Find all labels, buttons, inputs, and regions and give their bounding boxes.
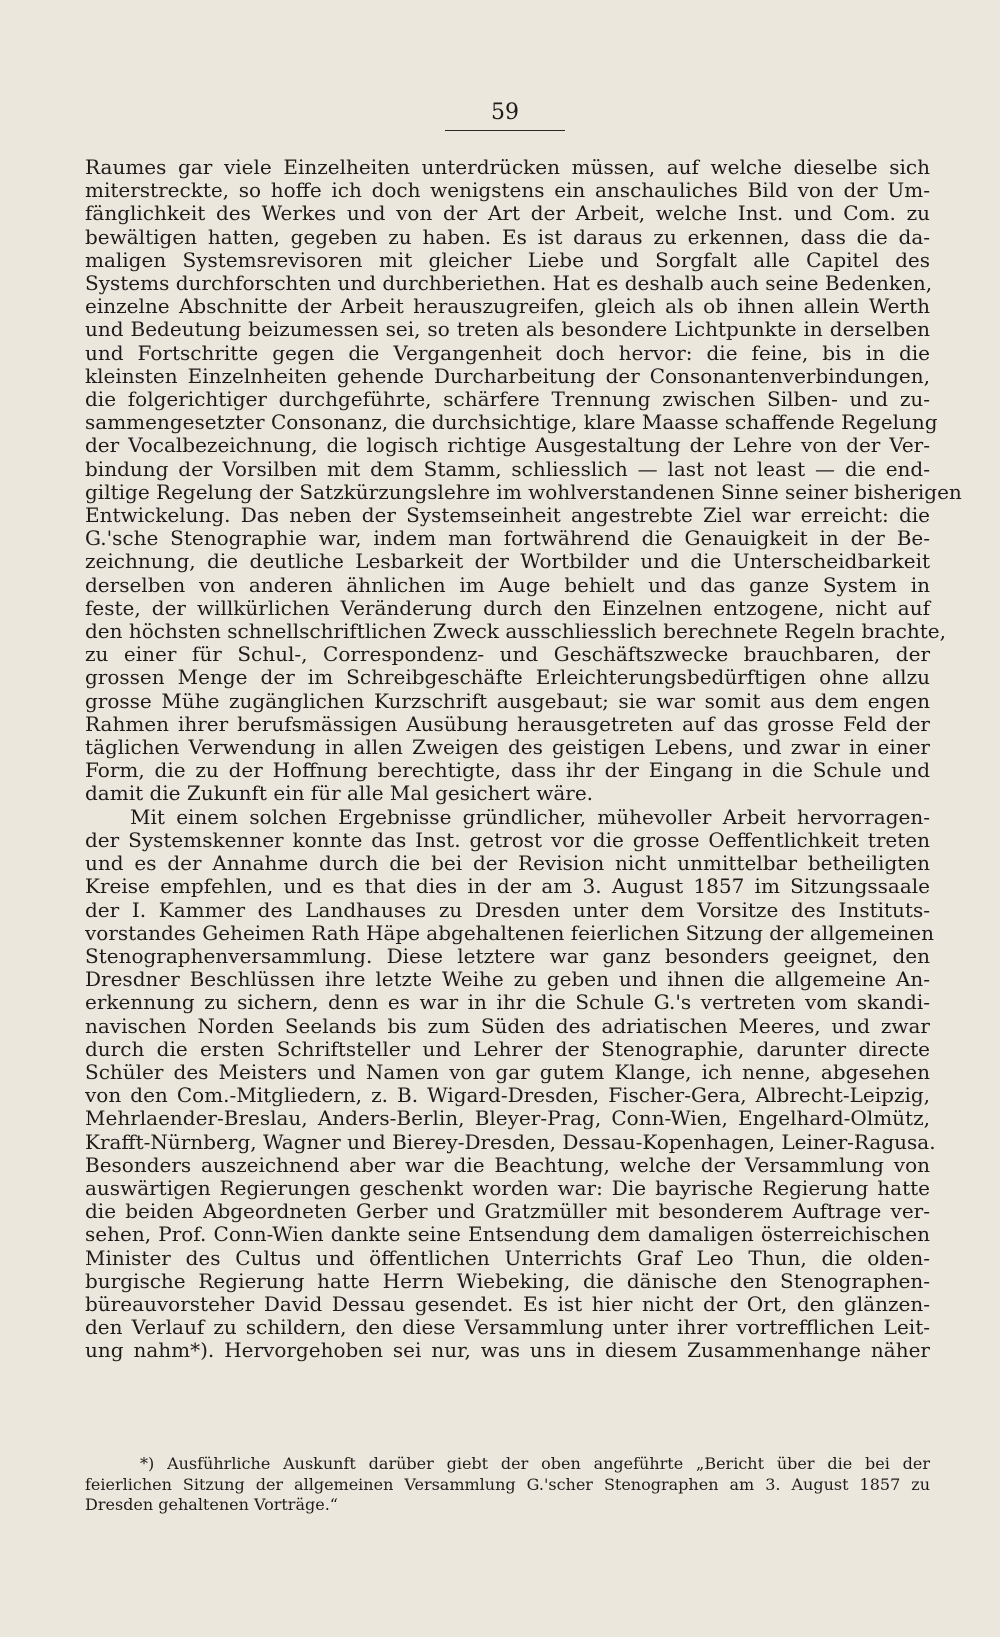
text-line: sehen, Prof. Conn-Wien dankte seine Entsendung dem damaligen österreichischen — [85, 1222, 930, 1247]
text-line: der Vocalbezeichnung, die logisch richtige Ausgestaltung der Lehre von der Ver- — [85, 433, 930, 458]
text-line: Mit einem solchen Ergebnisse gründlicher, mühevoller Arbeit hervorragen- — [130, 804, 930, 829]
text-line: den Verlauf zu schildern, den diese Versammlung unter ihrer vortrefflichen Leit- — [85, 1315, 930, 1340]
text-line: damit die Zukunft ein für alle Mal gesichert wäre. — [85, 781, 594, 806]
text-line: büreauvorsteher David Dessau gesendet. Es ist hier nicht der Ort, den glänzen- — [85, 1291, 930, 1316]
text-line: und es der Annahme durch die bei der Revision nicht unmittelbar betheiligten — [85, 851, 930, 876]
text-line: feste, der willkürlichen Veränderung durch den Einzelnen entzogene, nicht auf — [85, 595, 930, 620]
paragraph-1 — [85, 155, 962, 806]
text-line: der Systemskenner konnte das Inst. getrost vor die grosse Oeffentlichkeit treten — [85, 827, 930, 852]
text-line: und Fortschritte gegen die Vergangenheit doch hervor: die feine, bis in die — [85, 340, 930, 365]
text-line: die beiden Abgeordneten Gerber und Gratzmüller mit besonderem Auftrage ver- — [85, 1199, 930, 1224]
text-line: täglichen Verwendung in allen Zweigen des geistigen Lebens, und zwar in einer — [85, 735, 930, 760]
text-line: bindung der Vorsilben mit dem Stamm, schliesslich — last not least — die end- — [85, 456, 930, 481]
text-line: navischen Norden Seelands bis zum Süden des adriatischen Meeres, und zwar — [85, 1013, 930, 1038]
text-line: Krafft-Nürnberg, Wagner und Bierey-Dresden, Dessau-Kopenhagen, Leiner-Ragusa. — [85, 1129, 936, 1154]
text-line: Stenographenversammlung. Diese letztere war ganz besonders geeignet, den — [85, 943, 930, 968]
text-line: sammengesetzter Consonanz, die durchsichtige, klare Maasse schaffende Regelung — [85, 410, 938, 435]
text-line: durch die ersten Schriftsteller und Lehrer der Stenographie, darunter directe — [85, 1036, 930, 1061]
text-line: grosse Mühe zugänglichen Kurzschrift ausgebaut; sie war somit aus dem engen — [85, 688, 930, 713]
text-line: Raumes gar viele Einzelheiten unterdrücken müssen, auf welche dieselbe sich — [85, 155, 930, 179]
footnote-line: *) Ausführliche Auskunft darüber giebt der oben angeführte „Bericht über die bei der — [140, 1454, 930, 1473]
paragraph-2 — [85, 804, 936, 1363]
text-line: die folgerichtiger durchgeführte, schärfere Trennung zwischen Silben- und zu- — [85, 387, 930, 412]
text-line: bewältigen hatten, gegeben zu haben. Es ist daraus zu erkennen, dass die da- — [85, 224, 930, 249]
text-line: zeichnung, die deutliche Lesbarkeit der Wortbilder und die Unterscheidbarkeit — [85, 549, 930, 574]
text-line: Schüler des Meisters und Namen von gar gutem Klange, ich nenne, abgesehen — [85, 1059, 930, 1084]
footnote-line: Dresden gehaltenen Vorträge.“ — [85, 1495, 338, 1514]
footnote — [85, 1454, 930, 1516]
text-line: Mehrlaender-Breslau, Anders-Berlin, Bleyer-Prag, Conn-Wien, Engelhard-Olmütz, — [85, 1106, 930, 1131]
text-line: Minister des Cultus und öffentlichen Unterrichts Graf Leo Thun, die olden- — [85, 1245, 930, 1270]
body-text — [85, 155, 962, 1363]
text-line: den höchsten schnellschriftlichen Zweck ausschliesslich berechnete Regeln brachte, — [85, 619, 946, 644]
text-line: grossen Menge der im Schreibgeschäfte Erleichterungsbedürftigen ohne allzu — [85, 665, 930, 690]
text-line: vorstandes Geheimen Rath Häpe abgehaltenen feierlichen Sitzung der allgemeinen — [85, 920, 934, 945]
text-line: Form, die zu der Hoffnung berechtigte, dass ihr der Eingang in die Schule und — [85, 758, 930, 783]
text-line: giltige Regelung der Satzkürzungslehre im wohlverstandenen Sinne seiner bisherigen — [85, 479, 962, 504]
text-line: G.'sche Stenographie war, indem man fortwährend die Genauigkeit in der Be- — [85, 526, 930, 551]
text-line: einzelne Abschnitte der Arbeit herauszugreifen, gleich als ob ihnen allein Werth — [85, 294, 930, 319]
text-line: derselben von anderen ähnlichen im Auge behielt und das ganze System in — [85, 572, 930, 597]
text-line: und Bedeutung beizumessen sei, so treten als besondere Lichtpunkte in derselben — [85, 317, 930, 342]
page-number: 59 — [445, 100, 565, 131]
text-line: zu einer für Schul-, Correspondenz- und Geschäftszwecke brauchbaren, der — [85, 642, 930, 667]
text-line: der I. Kammer des Landhauses zu Dresden unter dem Vorsitze des Instituts- — [85, 897, 930, 922]
text-line: auswärtigen Regierungen geschenkt worden war: Die bayrische Regierung hatte — [85, 1175, 930, 1200]
text-line: Entwickelung. Das neben der Systemseinheit angestrebte Ziel war erreicht: die — [85, 503, 930, 528]
text-line: Kreise empfehlen, und es that dies in der am 3. August 1857 im Sitzungssaale — [85, 874, 930, 899]
text-line: fänglichkeit des Werkes und von der Art der Arbeit, welche Inst. und Com. zu — [85, 201, 930, 226]
text-line: Dresdner Beschlüssen ihre letzte Weihe zu geben und ihnen die allgemeine An- — [85, 967, 930, 992]
footnote-line: feierlichen Sitzung der allgemeinen Versammlung G.'scher Stenographen am 3. August 1857 zu — [85, 1474, 930, 1494]
text-line: Besonders auszeichnend aber war die Beachtung, welche der Versammlung von — [85, 1152, 930, 1177]
text-line: Systems durchforschten und durchberiethen. Hat es deshalb auch seine Bedenken, — [85, 271, 933, 296]
text-line: erkennung zu sichern, denn es war in ihr die Schule G.'s vertreten vom skandi- — [85, 990, 930, 1015]
text-line: miterstreckte, so hoffe ich doch wenigstens ein anschauliches Bild von der Um- — [85, 178, 930, 203]
text-line: Rahmen ihrer berufsmässigen Ausübung herausgetreten auf das grosse Feld der — [85, 711, 930, 736]
text-line: kleinsten Einzelnheiten gehende Durcharbeitung der Consonantenverbindungen, — [85, 363, 930, 388]
text-line: ung nahm*). Hervorgehoben sei nur, was uns in diesem Zusammenhange näher — [85, 1338, 930, 1363]
text-line: burgische Regierung hatte Herrn Wiebeking, die dänische den Stenographen- — [85, 1268, 930, 1293]
text-line: von den Com.-Mitgliedern, z. B. Wigard-Dresden, Fischer-Gera, Albrecht-Leipzig, — [85, 1083, 930, 1108]
text-line: maligen Systemsrevisoren mit gleicher Liebe und Sorgfalt alle Capitel des — [85, 247, 930, 272]
